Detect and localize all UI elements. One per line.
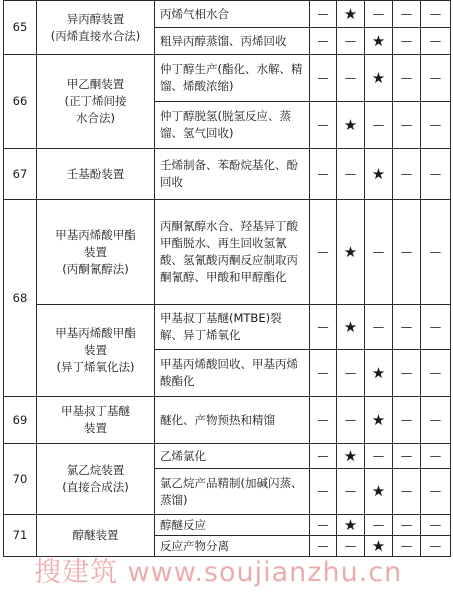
hazard-class-mark: — [365, 515, 393, 536]
hazard-class-mark: ★ [365, 469, 393, 515]
hazard-class-mark: — [421, 200, 451, 305]
hazard-class-mark: ★ [337, 515, 365, 536]
hazard-class-mark: — [365, 1, 393, 28]
classification-table [3, 0, 451, 557]
process-description: 壬烯制备、苯酚烷基化、酚回收 [155, 149, 310, 200]
unit-name-line: 壬基酚装置 [66, 166, 125, 181]
hazard-class-mark: — [365, 305, 393, 350]
unit-name-line: 水合法) [76, 111, 115, 125]
hazard-class-mark: — [337, 469, 365, 515]
hazard-class-mark: — [337, 350, 365, 397]
table-row [4, 149, 451, 200]
hazard-class-mark: — [365, 102, 393, 149]
process-description: 丙烯气相水合 [155, 1, 310, 28]
process-description: 氯乙烷产品精制(加碱闪蒸、蒸馏) [155, 469, 310, 515]
hazard-class-mark: — [310, 28, 337, 55]
hazard-class-mark: ★ [337, 102, 365, 149]
unit-name-line: (正丁烯间接 [64, 94, 127, 108]
unit-name-line: 甲基叔丁基醚 [61, 404, 130, 418]
hazard-class-mark: ★ [337, 200, 365, 305]
hazard-class-mark: — [421, 305, 451, 350]
hazard-class-mark: ★ [365, 55, 393, 102]
table-row [4, 515, 451, 536]
process-description: 甲基丙烯酸回收、甲基丙烯酸酯化 [155, 350, 310, 397]
hazard-class-mark: — [310, 469, 337, 515]
process-description: 仲丁醇脱氢(脱氢反应、蒸馏、氢气回收) [155, 102, 310, 149]
hazard-class-mark: — [421, 149, 451, 200]
item-number: 70 [4, 444, 37, 515]
hazard-class-mark: — [310, 1, 337, 28]
watermark: 搜建筑 www.soujianzhu.cn [34, 557, 403, 588]
unit-name-line: 甲乙酮装置 [66, 77, 125, 91]
hazard-class-mark: — [310, 350, 337, 397]
hazard-class-mark: — [310, 149, 337, 200]
hazard-class-mark: — [310, 397, 337, 444]
hazard-class-mark: — [337, 149, 365, 200]
hazard-class-mark: ★ [365, 149, 393, 200]
item-number: 68 [4, 200, 37, 397]
unit-name-line: 氯乙烷装置 [66, 463, 125, 477]
unit-name-line: (丙酮氰醇法) [62, 261, 129, 276]
unit-name-line: 甲基丙烯酸甲酯 [55, 227, 136, 242]
unit-name-line: (直接合成法) [62, 480, 129, 494]
hazard-class-mark: — [393, 1, 421, 28]
hazard-class-mark: — [310, 200, 337, 305]
unit-name-cell [37, 200, 155, 305]
table-row [4, 444, 451, 469]
process-description: 粗异丙醇蒸馏、丙烯回收 [155, 28, 310, 55]
hazard-class-mark: — [421, 444, 451, 469]
hazard-class-mark: ★ [365, 350, 393, 397]
hazard-class-mark: — [393, 149, 421, 200]
hazard-class-mark: ★ [337, 444, 365, 469]
unit-name-cell [37, 305, 155, 397]
hazard-class-mark: — [421, 515, 451, 536]
hazard-class-mark: ★ [365, 397, 393, 444]
process-description: 醇醚反应 [155, 515, 310, 536]
unit-name-cell [37, 444, 155, 515]
hazard-class-mark: ★ [365, 28, 393, 55]
item-number: 67 [4, 149, 37, 200]
table-row [4, 200, 451, 305]
hazard-class-mark: ★ [337, 305, 365, 350]
unit-name-line: 装置 [84, 244, 107, 259]
hazard-class-mark: — [393, 350, 421, 397]
hazard-class-mark: — [310, 515, 337, 536]
unit-name-cell [37, 149, 155, 200]
hazard-class-mark: — [393, 536, 421, 557]
table-row [4, 55, 451, 102]
hazard-class-mark: — [393, 28, 421, 55]
hazard-class-mark: — [393, 200, 421, 305]
hazard-class-mark: — [393, 397, 421, 444]
hazard-class-mark: — [310, 305, 337, 350]
hazard-class-mark: — [421, 536, 451, 557]
hazard-class-mark: — [393, 102, 421, 149]
process-description: 醚化、产物预热和精馏 [155, 397, 310, 444]
hazard-class-mark: — [421, 469, 451, 515]
unit-name-line: 醇醚装置 [72, 528, 119, 542]
hazard-class-mark: — [421, 1, 451, 28]
hazard-class-mark: — [310, 444, 337, 469]
item-number: 65 [4, 1, 37, 55]
unit-name-cell [37, 397, 155, 444]
hazard-class-mark: — [421, 397, 451, 444]
hazard-class-mark: — [337, 536, 365, 557]
unit-name-line: 甲基丙烯酸甲酯 [55, 326, 136, 340]
hazard-class-mark: — [421, 350, 451, 397]
unit-name-line: (丙烯直接水合法) [50, 28, 141, 43]
unit-name-line: 装置 [84, 421, 107, 435]
hazard-class-mark: — [310, 102, 337, 149]
hazard-class-mark: — [421, 55, 451, 102]
hazard-class-mark: — [337, 55, 365, 102]
hazard-class-mark: — [393, 515, 421, 536]
hazard-class-mark: — [393, 469, 421, 515]
unit-name-cell [37, 515, 155, 557]
item-number: 71 [4, 515, 37, 557]
table-row [4, 305, 451, 350]
unit-name-line: (异丁烯氧化法) [56, 360, 135, 374]
hazard-class-mark: — [393, 305, 421, 350]
unit-name-line: 装置 [84, 343, 107, 357]
unit-name-cell [37, 55, 155, 149]
hazard-class-mark: ★ [337, 1, 365, 28]
hazard-class-mark: — [337, 28, 365, 55]
hazard-class-mark: — [337, 397, 365, 444]
process-description: 仲丁醇生产(酯化、水解、精馏、烯酸浓缩) [155, 55, 310, 102]
hazard-class-mark: — [421, 28, 451, 55]
hazard-class-mark: — [365, 444, 393, 469]
hazard-class-mark: — [365, 200, 393, 305]
table-row [4, 1, 451, 28]
process-description: 反应产物分离 [155, 536, 310, 557]
process-description: 丙酮氰醇水合、羟基异丁酸甲酯脱水、再生回收氢氰酸、氢氰酸丙酮反应制取丙酮氰醇、甲酸和甲醇酯化 [155, 200, 310, 305]
table-row [4, 397, 451, 444]
item-number: 69 [4, 397, 37, 444]
hazard-class-mark: — [421, 102, 451, 149]
table-body [4, 1, 451, 557]
hazard-class-mark: — [310, 55, 337, 102]
unit-name-line: 异丙醇装置 [66, 11, 125, 26]
hazard-class-mark: ★ [365, 536, 393, 557]
item-number: 66 [4, 55, 37, 149]
process-description: 乙烯氯化 [155, 444, 310, 469]
hazard-class-mark: — [393, 55, 421, 102]
unit-name-cell [37, 1, 155, 55]
process-description: 甲基叔丁基醚(MTBE)裂解、异丁烯氧化 [155, 305, 310, 350]
hazard-class-mark: — [310, 536, 337, 557]
hazard-class-mark: — [393, 444, 421, 469]
